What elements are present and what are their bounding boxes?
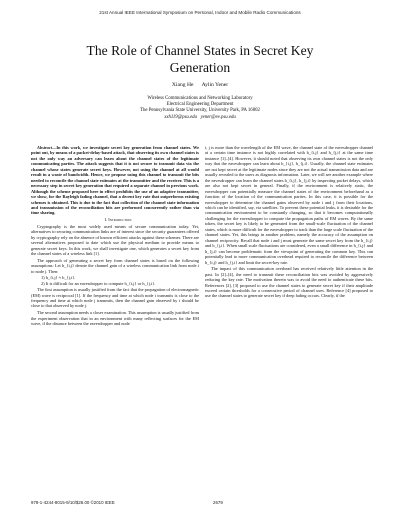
isbn-copyright: 978-1-4244-8015-9/10/$26.00 ©2010 IEEE (31, 500, 115, 505)
title-line-1: The Role of Channel States in Secret Key (86, 43, 314, 58)
assumption-list (31, 275, 199, 286)
authors: Xiang He Aylin Yener (171, 82, 229, 88)
paragraph: The approach of generating a secret key from channel states is based on the following assumptions: Let h_{i,j} denote the channel gain of a wireless communication link from node i to node j. Then: (31, 257, 199, 274)
author-emails: xxh119@psu.edu yener@ee.psu.edu (164, 114, 236, 120)
paragraph: The second assumption needs a closer examination. This assumption is usually justified from the experiment observation that in an environment with many reflecting surfaces for the EM wave, if the distance between the eavesdropper and node (31, 310, 199, 326)
list-item: 1) h_{i,j} ≈ h_{j,i}. (41, 275, 76, 281)
page-footer (31, 500, 371, 505)
abstract-label: Abstract (37, 145, 52, 150)
title-line-2: Generation (169, 60, 231, 75)
right-column (205, 145, 373, 300)
abstract-text: —In this work, we investigate secret key generation from channel states. We point out, by means of a packet-delay-based attack, that observing its own channel states is not the only way an adversary can learn about the channel states of the legitimate communicating parties. The attack suggests that it is not secure to transmit data via the channel whose states generate secret keys. However, not using the channel at all would result in a waste of bandwidth. Hence, we propose using this channel to transmit the bits needed to reconcile the channel state estimates at the transmitter and the receiver. This is a necessary step in secret key generation that required a separate channel in previous work. Although the scheme proposed here in effect prohibits the use of an adaptive transmitter, we show, for the Rayleigh fading channel, that a decent key rate that outperforms existing schemes is obtained. This is due to the fact that collection of the channel state information and transmission of the reconciliation bits are performed concurrently rather than via time sharing. (31, 145, 199, 216)
affiliation-lab: Wireless Communications and Networking Laboratory (147, 96, 253, 101)
abstract (31, 145, 199, 216)
conference-header: 21st Annual IEEE International Symposium on Personal, Indoor and Mobile Radio Communications (99, 10, 301, 15)
affiliation-university: The Pennsylvania State University, University Park, PA 16802 (140, 108, 260, 114)
page-number: 2679 (213, 500, 223, 505)
list-item: 2) It is difficult for an eavesdropper to compute h_{i,j} or h_{j,i}. (41, 280, 156, 286)
paragraph: The first assumption is usually justified from the fact that the propagation of electromagnetic (EM) wave is reciprocal [1]. If the frequency and time at which node i transmits is close to the frequency and time at which node j transmits, then the channel gain observed by i should be close to that observed by node j. (31, 287, 199, 309)
section-heading: I. Introduction (104, 217, 132, 223)
left-column (31, 145, 199, 328)
affiliation-dept: Electrical Engineering Department (166, 102, 234, 108)
paragraph: Cryptography is the most widely used means of secure communication today. Yet, alternatives to securing communication links are of interest since the security guarantees offered by cryptography rely on the absence of known efficient attacks against these schemes. There are several alternatives proposed to date which use the physical medium to provide means to generate secret keys. In this work, we shall investigate one, which generates a secret key from the channel states of a wireless link [1]. (31, 223, 199, 256)
affiliation (0, 96, 400, 121)
paper-title (20, 42, 380, 76)
paragraph: The impact of this communication overhead has received relatively little attention in the past. In [2]–[4], the need to transmit these reconciliation bits was avoided by aggressively reducing the key rate. The motivation therein was to avoid the need to authenticate these bits. References [2], [3] proposed to use the channel states to generate secret key if their amplitude exceed certain thresholds for a consecutive period of channel uses. Reference [4] proposed to use the channel states to generate secret key if deep fading occurs. Clearly, if the (205, 266, 373, 299)
paragraph: i, j is more than the wavelength of the EM wave, the channel state of the eavesdropper channel at a certain time instance is not highly correlated with h_{i,j} and h_{j,i} at the same time instance [1]–[4]. However, it should noted that observing its own channel states is not the only way that the eavesdropper can learn about h_{i,j}, h_{j,i}. Usually, the channel state estimates are not kept secret at the legitimate nodes since they are not the actual transmission data and are usually revealed to the users as diagnosis information. Later, we will see another example where the eavesdropper can learn the channel states h_{i,j}, h_{j,i} by inspecting packet delays, which are also not kept secret in general. Finally, if the environment is relatively static, the eavesdropper can potentially measure the channel states of the environment beforehand as a function of the location of the communication parties. In this case, it is possible for the eavesdropper to determine the channel gains observed by node i and j from their locations, which can be identified, say, via satellites. To prevent these potential leaks, it is desirable for the communication environment to be constantly changing, so that it becomes computationally challenging for the eavesdropper to compute the propagation paths of EM waves. By the same token, the secret key is likely to be generated from the small-scale fluctuation of the channel states, which is more difficult for the eavesdropper to track than the large scale fluctuation of the channel states. Yet, this brings in another problem, namely the accuracy of the assumption on channel reciprocity. Recall that node i and j must generate the same secret key from the h_{i,j} and h_{j,i}. When small scale fluctuations are considered, even a small difference in h_{i,j} and h_{j,i} can become problematic from the viewpoint of generating the common key. This can potentially lead to more communication overhead required to reconcile the difference between h_{i,j} and h_{j,i} and limit the secret-key rate. (205, 145, 373, 265)
